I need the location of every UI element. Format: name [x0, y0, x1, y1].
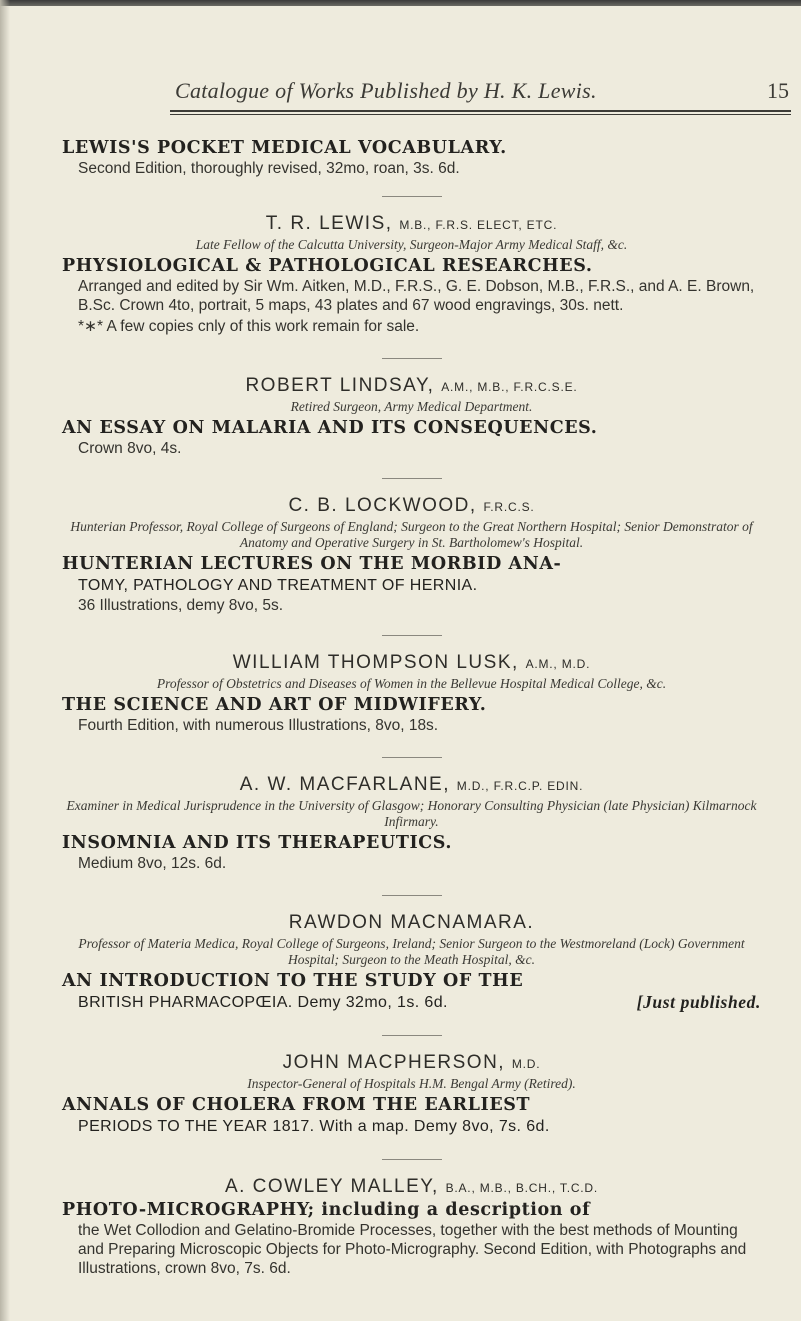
book-title-sub: TOMY, PATHOLOGY AND TREATMENT OF HERNIA. — [78, 577, 478, 594]
author-qualifications: M.D., F.R.C.P. EDIN. — [456, 779, 584, 793]
author-qualifications: F.R.C.S. — [483, 500, 535, 514]
author-role: Professor of Obstetrics and Diseases of Women in the Bellevue Hospital Medical College, &c. — [156, 676, 667, 691]
book-details: Second Edition, thoroughly revised, 32mo, roan, 3s. 6d. — [78, 160, 460, 177]
author-name — [62, 375, 761, 397]
author-name-text: ROBERT LINDSAY, — [245, 375, 435, 396]
running-head-title: Catalogue of Works Published by H. K. Lewis. — [175, 78, 597, 103]
book-title: THE SCIENCE AND ART OF MIDWIFERY. — [62, 695, 487, 715]
author-qualifications: A.M., M.D. — [525, 657, 591, 671]
entry-separator — [382, 757, 442, 758]
catalogue-entries — [62, 138, 761, 1278]
book-details: 36 Illustrations, demy 8vo, 5s. — [78, 597, 284, 614]
book-title: AN INTRODUCTION TO THE STUDY OF THE — [62, 971, 524, 991]
author-role: Professor of Materia Medica, Royal College of Surgeons, Ireland; Senior Surgeon to the Westmoreland (Lock) Government Hospital; Surgeon to the Meath Hospital, &c. — [78, 936, 745, 967]
catalogue-entry — [62, 213, 761, 336]
author-name-text: T. R. LEWIS, — [265, 213, 393, 234]
header-rule-thick — [170, 110, 791, 112]
catalogue-entry — [62, 495, 761, 615]
page-number: 15 — [767, 78, 789, 103]
catalogue-entry — [62, 652, 761, 735]
catalogue-entry — [62, 912, 761, 1013]
author-name-text: A. COWLEY MALLEY, — [224, 1176, 439, 1197]
author-name-text: A. W. MACFARLANE, — [239, 774, 450, 795]
publication-note: [Just published. — [636, 992, 761, 1012]
author-qualifications: B.A., M.B., B.CH., T.C.D. — [445, 1181, 599, 1195]
entry-separator — [382, 358, 442, 359]
catalogue-entry — [62, 774, 761, 873]
book-title-continued — [78, 992, 761, 1013]
catalogue-entry — [62, 1052, 761, 1137]
book-title: HUNTERIAN LECTURES ON THE MORBID ANA- — [62, 554, 562, 574]
entry-separator — [382, 895, 442, 896]
header-rule-thin — [170, 114, 791, 115]
author-name — [62, 774, 761, 796]
author-name — [62, 213, 761, 235]
author-name-text: C. B. LOCKWOOD, — [288, 495, 477, 516]
page-gutter-shadow — [0, 0, 10, 1321]
entry-separator — [382, 478, 442, 479]
author-name — [62, 652, 761, 674]
catalogue-entry — [62, 138, 761, 178]
catalogue-entry — [62, 375, 761, 458]
author-qualifications: M.B., F.R.S. ELECT, ETC. — [399, 218, 558, 232]
book-title: PHYSIOLOGICAL & PATHOLOGICAL RESEARCHES. — [62, 256, 593, 276]
entry-separator — [382, 635, 442, 636]
catalogue-entry — [62, 1176, 761, 1278]
book-title: PHOTO-MICROGRAPHY; including a description of — [62, 1200, 591, 1220]
author-role: Inspector-General of Hospitals H.M. Bengal Army (Retired). — [247, 1076, 576, 1091]
book-title-sub: PERIODS TO THE YEAR 1817. With a map. Demy 8vo, 7s. 6d. — [78, 1118, 550, 1135]
author-name-text: JOHN MACPHERSON, — [282, 1052, 506, 1073]
author-name-text: RAWDON MACNAMARA. — [288, 912, 535, 933]
book-title: ANNALS OF CHOLERA FROM THE EARLIEST — [62, 1095, 531, 1115]
author-name — [62, 1052, 761, 1074]
author-name — [62, 1176, 761, 1198]
author-qualifications: M.D. — [511, 1057, 541, 1071]
book-details: Medium 8vo, 12s. 6d. — [78, 855, 227, 872]
book-details: Fourth Edition, with numerous Illustrations, 8vo, 18s. — [78, 717, 439, 734]
book-details: Arranged and edited by Sir Wm. Aitken, M.D., F.R.S., G. E. Dobson, M.B., F.R.S., and A. E. Brown, B.Sc. Crown 4to, portrait, 5 maps, 43 plates and 67 wood engravings, 30s. nett. — [78, 278, 755, 314]
author-role: Retired Surgeon, Army Medical Department. — [290, 399, 533, 414]
book-title: LEWIS'S POCKET MEDICAL VOCABULARY. — [62, 138, 507, 158]
book-details: Crown 8vo, 4s. — [78, 440, 182, 457]
author-name — [62, 495, 761, 517]
entry-separator — [382, 196, 442, 197]
entry-separator — [382, 1159, 442, 1160]
author-qualifications: A.M., M.B., F.R.C.S.E. — [441, 380, 578, 394]
book-title-continued — [78, 575, 761, 596]
author-name — [62, 912, 761, 934]
author-role: Examiner in Medical Jurisprudence in the University of Glasgow; Honorary Consulting Physician (late Physician) Kilmarnock Infirmary. — [66, 798, 757, 829]
author-name-text: WILLIAM THOMPSON LUSK, — [232, 652, 519, 673]
book-title: AN ESSAY ON MALARIA AND ITS CONSEQUENCES. — [62, 418, 598, 438]
book-note: *∗* A few copies cnly of this work remain for sale. — [78, 318, 420, 335]
book-title-continued — [78, 1116, 761, 1137]
author-role: Late Fellow of the Calcutta University, Surgeon-Major Army Medical Staff, &c. — [195, 237, 628, 252]
book-details: the Wet Collodion and Gelatino-Bromide Processes, together with the best methods of Mounting and Preparing Microscopic Objects for Photo-Micrography. Second Edition, with Photographs and Illustrations, crown 8vo, 7s. 6d. — [78, 1222, 747, 1277]
author-role: Hunterian Professor, Royal College of Surgeons of England; Surgeon to the Great Northern Hospital; Senior Demonstrator of Anatomy and Operative Surgery in St. Bartholomew's Hospital. — [70, 519, 753, 550]
entry-separator — [382, 1035, 442, 1036]
book-title-sub: BRITISH PHARMACOPŒIA. Demy 32mo, 1s. 6d. — [78, 994, 448, 1011]
page-top-edge — [0, 0, 801, 6]
book-title: INSOMNIA AND ITS THERAPEUTICS. — [62, 833, 453, 853]
